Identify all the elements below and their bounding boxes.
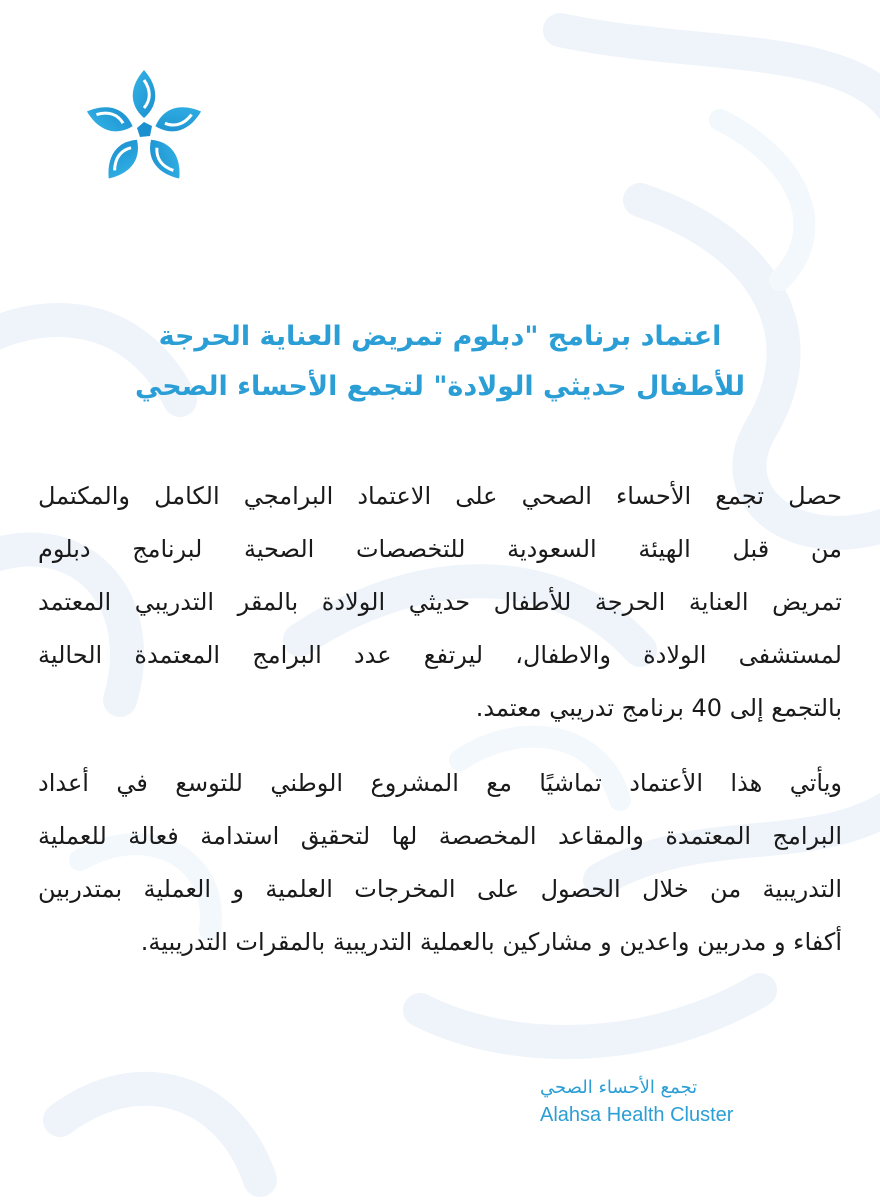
title-line-1: اعتماد برنامج "دبلوم تمريض العناية الحرجة (158, 321, 722, 352)
paragraph-2-line: أكفاء و مدربين واعدين و مشاركين بالعملية التدريبية بالمقرات التدريبية. (140, 928, 842, 956)
paragraph-1 (38, 470, 842, 735)
title-line-2: للأطفال حديثي الولادة" لتجمع الأحساء الصحي (134, 371, 746, 402)
footer-arabic-name: تجمع الأحساء الصحي (540, 1077, 698, 1098)
paragraph-2-line: ويأتي هذا الأعتماد تماشيًا مع المشروع الوطني للتوسع في أعداد (38, 769, 842, 797)
paragraph-2-line: التدريبية من خلال الحصول على المخرجات العلمية و العملية بمتدربين (38, 875, 842, 903)
announcement-body (38, 470, 842, 991)
paragraph-1-line: من قبل الهيئة السعودية للتخصصات الصحية لبرنامج دبلوم (38, 535, 842, 563)
paragraph-1-line: بالتجمع إلى 40 برنامج تدريبي معتمد. (475, 694, 842, 722)
paragraph-1-line: تمريض العناية الحرجة للأطفال حديثي الولادة بالمقر التدريبي المعتمد (38, 588, 842, 616)
paragraph-1-line: لمستشفى الولادة والاطفال، ليرتفع عدد البرامج المعتمدة الحالية (38, 641, 842, 669)
paragraph-2 (38, 757, 842, 969)
page-title (60, 312, 820, 412)
star-petals-logo-icon (78, 66, 210, 190)
paragraph-1-line: حصل تجمع الأحساء الصحي على الاعتماد البرامجي الكامل والمكتمل (38, 482, 842, 510)
footer-english-name: Alahsa Health Cluster (540, 1104, 734, 1126)
footer-signature (540, 1074, 808, 1128)
paragraph-2-line: البرامج المعتمدة والمقاعد المخصصة لها لتحقيق استدامة فعالة للعملية (38, 822, 842, 850)
